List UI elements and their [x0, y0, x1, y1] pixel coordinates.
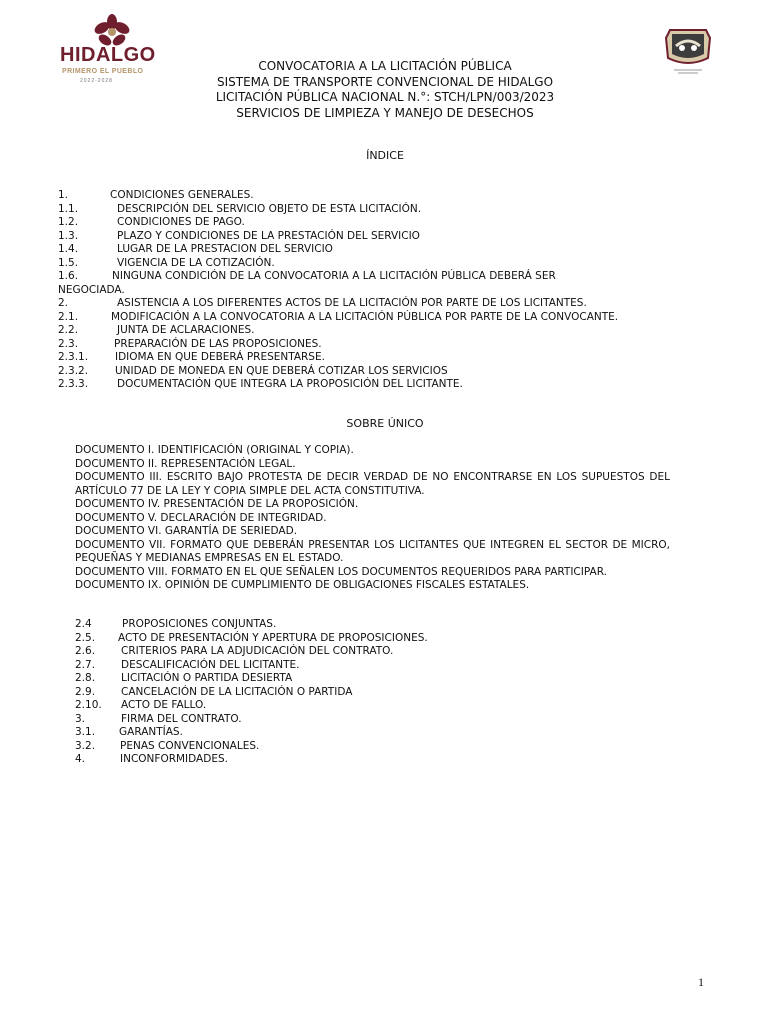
toc-number: 2.4 — [75, 618, 92, 630]
toc-text: FIRMA DEL CONTRATO. — [121, 712, 242, 725]
toc-number: 3.1. — [75, 726, 96, 738]
documents-list — [75, 444, 670, 593]
toc-text: ACTO DE PRESENTACIÓN Y APERTURA DE PROPOSICIONES. — [118, 631, 428, 644]
toc-text: ACTO DE FALLO. — [121, 699, 207, 711]
toc-item — [75, 726, 735, 740]
toc-number: 2. — [58, 297, 69, 309]
toc-number: 2.9. — [75, 685, 96, 698]
toc-item — [58, 203, 718, 217]
toc-number: 1.6. — [58, 270, 79, 282]
toc-item — [58, 257, 718, 271]
toc-text: DESCRIPCIÓN DEL SERVICIO OBJETO DE ESTA LICITACIÓN. — [117, 202, 422, 215]
toc-number: 2.2. — [58, 324, 79, 336]
toc-item — [75, 753, 735, 767]
toc-item — [58, 378, 718, 392]
toc-text: DESCALIFICACIÓN DEL LICITANTE. — [121, 658, 300, 671]
toc-number: 2.1. — [58, 310, 79, 323]
toc-number: 2.10. — [75, 699, 102, 711]
document-item: DOCUMENTO V. DECLARACIÓN DE INTEGRIDAD. — [75, 511, 327, 524]
toc-item — [58, 216, 718, 230]
flower-emblem-icon — [94, 14, 130, 48]
toc-item — [58, 311, 718, 325]
toc-section-2 — [75, 618, 735, 767]
page-number: 1 — [698, 975, 704, 989]
toc-item — [58, 324, 718, 338]
sobre-unico-title: SOBRE ÚNICO — [346, 417, 424, 430]
document-item: DOCUMENTO VII. FORMATO QUE DEBERÁN PRESENTAR LOS LICITANTES QUE INTEGREN EL SECTOR DE MICRO, PEQUEÑAS Y MEDIANAS EMPRESAS EN EL ESTADO. — [75, 538, 670, 564]
toc-text: CONDICIONES GENERALES. — [110, 189, 254, 201]
toc-text: PLAZO Y CONDICIONES DE LA PRESTACIÓN DEL SERVICIO — [117, 229, 420, 242]
toc-text: LICITACIÓN O PARTIDA DESIERTA — [121, 672, 293, 684]
crest-icon — [660, 24, 716, 76]
index-title: ÍNDICE — [366, 149, 404, 162]
toc-number: 1.3. — [58, 229, 79, 242]
toc-item — [75, 645, 735, 659]
toc-item — [75, 740, 735, 754]
toc-text: CONDICIONES DE PAGO. — [117, 216, 245, 228]
toc-item — [58, 270, 718, 284]
toc-number: 1. — [58, 189, 69, 201]
toc-item — [58, 338, 718, 352]
toc-item — [58, 365, 718, 379]
toc-item-continuation — [58, 284, 718, 298]
toc-item — [75, 659, 735, 673]
toc-number: 2.3. — [58, 337, 79, 350]
toc-number: 2.5. — [75, 631, 96, 644]
toc-number: 1.4. — [58, 243, 79, 255]
toc-text: NINGUNA CONDICIÓN DE LA CONVOCATORIA A LA LICITACIÓN PÚBLICA DEBERÁ SER — [112, 270, 556, 282]
toc-text: VIGENCIA DE LA COTIZACIÓN. — [117, 256, 275, 269]
toc-item — [75, 699, 735, 713]
toc-text: CANCELACIÓN DE LA LICITACIÓN O PARTIDA — [121, 685, 353, 698]
transport-emblem — [660, 24, 716, 76]
toc-text-continuation: NEGOCIADA. — [58, 283, 125, 296]
toc-item — [58, 230, 718, 244]
document-item: DOCUMENTO II. REPRESENTACIÓN LEGAL. — [75, 457, 296, 470]
toc-number: 2.3.3. — [58, 378, 89, 390]
toc-number: 1.2. — [58, 216, 79, 228]
toc-text: IDIOMA EN QUE DEBERÁ PRESENTARSE. — [115, 351, 325, 363]
toc-item — [75, 713, 735, 727]
toc-number: 2.3.1. — [58, 351, 89, 363]
toc-number: 2.7. — [75, 658, 96, 671]
toc-section-1 — [58, 189, 718, 392]
toc-item — [75, 686, 735, 700]
toc-text: JUNTA DE ACLARACIONES. — [117, 324, 255, 336]
toc-text: LUGAR DE LA PRESTACION DEL SERVICIO — [117, 243, 333, 255]
logo-tagline: PRIMERO EL PUEBLO — [62, 68, 144, 75]
toc-number: 2.8. — [75, 672, 96, 684]
toc-number: 1.5. — [58, 256, 79, 269]
toc-item — [58, 297, 718, 311]
toc-number: 3. — [75, 712, 86, 725]
toc-text: PENAS CONVENCIONALES. — [120, 739, 260, 752]
document-item: DOCUMENTO VI. GARANTÍA DE SERIEDAD. — [75, 525, 298, 537]
toc-text: INCONFORMIDADES. — [120, 753, 228, 765]
toc-text: CRITERIOS PARA LA ADJUDICACIÓN DEL CONTRATO. — [121, 645, 394, 657]
header-line-3: LICITACIÓN PÚBLICA NACIONAL N.°: STCH/LPN/003/2023 — [215, 90, 555, 105]
header-line-2: SISTEMA DE TRANSPORTE CONVENCIONAL DE HIDALGO — [216, 74, 554, 89]
toc-item — [75, 672, 735, 686]
toc-item — [58, 351, 718, 365]
toc-text: GARANTÍAS. — [119, 726, 183, 738]
toc-item — [75, 618, 735, 632]
toc-text: PREPARACIÓN DE LAS PROPOSICIONES. — [114, 337, 322, 350]
toc-item — [75, 632, 735, 646]
header-line-1: CONVOCATORIA A LA LICITACIÓN PÚBLICA — [258, 59, 512, 73]
toc-item — [58, 243, 718, 257]
document-header — [120, 59, 650, 121]
logo-years: 2022-2028 — [80, 78, 113, 84]
toc-text: UNIDAD DE MONEDA EN QUE DEBERÁ COTIZAR LOS SERVICIOS — [115, 364, 448, 377]
document-item: DOCUMENTO IV. PRESENTACIÓN DE LA PROPOSICIÓN. — [75, 498, 359, 510]
toc-number: 3.2. — [75, 739, 96, 752]
document-item: DOCUMENTO III. ESCRITO BAJO PROTESTA DE DECIR VERDAD DE NO ENCONTRARSE EN LOS SUPUESTOS DEL ARTÍCULO 77 DE LA LEY Y COPIA SIMPLE DEL ACTA CONSTITUTIVA. — [75, 471, 670, 497]
toc-text: PROPOSICIONES CONJUNTAS. — [122, 618, 277, 630]
toc-number: 2.6. — [75, 645, 96, 657]
logo-word: HIDALGO — [60, 44, 156, 66]
document-item: DOCUMENTO VIII. FORMATO EN EL QUE SEÑALEN LOS DOCUMENTOS REQUERIDOS PARA PARTICIPAR. — [75, 565, 607, 578]
document-item: DOCUMENTO IX. OPINIÓN DE CUMPLIMIENTO DE OBLIGACIONES FISCALES ESTATALES. — [75, 579, 530, 591]
toc-number: 4. — [75, 753, 86, 765]
document-item: DOCUMENTO I. IDENTIFICACIÓN (ORIGINAL Y COPIA). — [75, 444, 354, 456]
toc-number: 1.1. — [58, 202, 79, 215]
header-line-4: SERVICIOS DE LIMPIEZA Y MANEJO DE DESECHOS — [236, 105, 534, 120]
toc-item — [58, 189, 718, 203]
toc-text: DOCUMENTACIÓN QUE INTEGRA LA PROPOSICIÓN DEL LICITANTE. — [117, 378, 463, 390]
toc-text: MODIFICACIÓN A LA CONVOCATORIA A LA LICITACIÓN PÚBLICA POR PARTE DE LA CONVOCANTE. — [111, 310, 619, 323]
toc-number: 2.3.2. — [58, 364, 89, 377]
toc-text: ASISTENCIA A LOS DIFERENTES ACTOS DE LA LICITACIÓN POR PARTE DE LOS LICITANTES. — [117, 297, 587, 309]
